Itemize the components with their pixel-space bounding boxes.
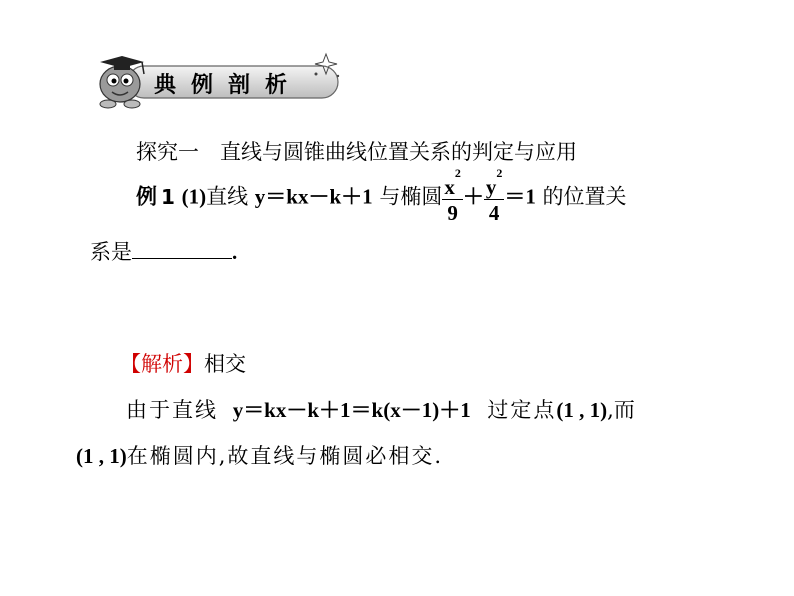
solution-line-2 (76, 440, 443, 470)
frac2-exponent: 2 (496, 166, 503, 180)
example-line-2 (90, 236, 237, 266)
answer-blank (132, 240, 232, 259)
solution-header (120, 348, 246, 378)
frac1-numerator: x (444, 175, 455, 199)
section-banner (88, 52, 348, 110)
solution-tag: 【解析】 (120, 352, 204, 376)
example-number: 1 (161, 184, 175, 209)
frac1-denominator: 9 (447, 201, 458, 225)
example-line-2-text: 系是 (90, 240, 132, 264)
example-label: 例 (136, 184, 157, 209)
solution-line-1-c: ,而 (607, 398, 635, 422)
example-period: . (232, 240, 238, 264)
frac2-numerator: y (485, 175, 497, 199)
solution-line-1 (126, 394, 635, 424)
solution-point-2: (1 , 1) (76, 444, 127, 468)
fraction-y2-over-4 (484, 166, 505, 226)
solution-point-1: (1 , 1) (556, 398, 608, 422)
example-line-1 (136, 166, 627, 226)
frac1-exponent: 2 (454, 166, 461, 180)
example-text-1: 直线 (206, 184, 249, 209)
equals-one: ＝1 (504, 184, 536, 209)
example-part: (1) (181, 184, 207, 209)
section-heading: 探究一 直线与圆锥曲线位置关系的判定与应用 (136, 140, 577, 164)
mascot-icon (100, 56, 144, 108)
example-text-3: 的位置关 (542, 184, 627, 209)
banner-title: 典例剖析 (154, 73, 303, 98)
frac2-denominator: 4 (488, 201, 500, 225)
example-text-2: 与椭圆 (379, 184, 443, 209)
plus-sign: ＋ (462, 184, 484, 209)
solution-line-1-b: 过定点 (487, 398, 557, 422)
solution-line-2-text: 在椭圆内,故直线与椭圆必相交. (126, 444, 444, 468)
solution-equation: y＝kx－k＋1＝k(x－1)＋1 (232, 398, 471, 422)
solution-line-1-a: 由于直线 (126, 398, 218, 422)
fraction-x2-over-9 (442, 166, 463, 226)
solution-answer: 相交 (204, 352, 246, 376)
example-equation: y＝kx－k＋1 (254, 184, 373, 209)
